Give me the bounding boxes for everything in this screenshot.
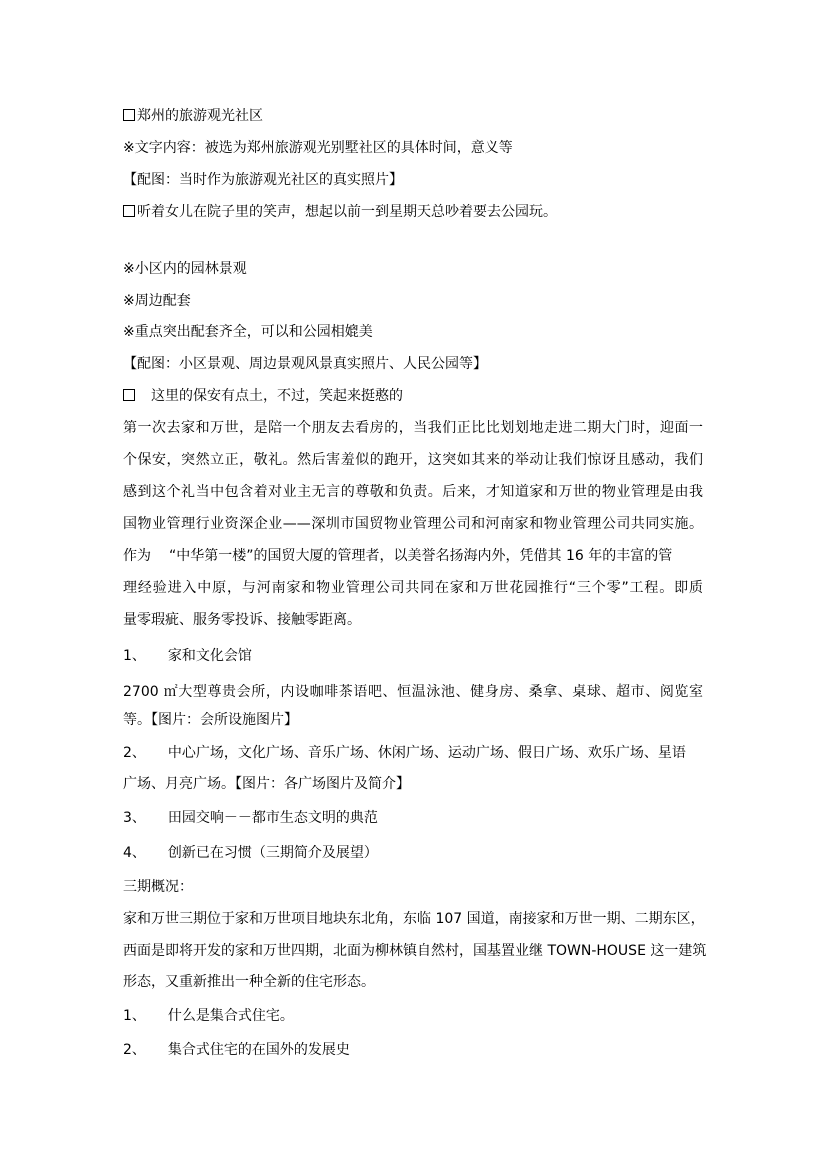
phase3-line: 形态，又重新推出一种全新的住宅形态。 (123, 974, 375, 990)
checkbox-icon (123, 389, 135, 401)
caption-photo: 【配图：当时作为旅游观光社区的真实照片】 (123, 172, 403, 188)
phase3-line: 西面是即将开发的家和万世四期，北面为柳林镇自然村，国基置业继 TOWN-HOUSE 这一建筑 (123, 943, 707, 959)
story-line: 作为 “中华第一楼”的国贸大厦的管理者，以美誉名扬海内外，凭借其 16 年的丰富的管 (123, 548, 673, 564)
note-garden: ※小区内的园林景观 (123, 261, 247, 277)
list-item: 1、 家和文化会馆 (123, 648, 252, 664)
story-line: 国物业管理行业资深企业——深圳市国贸物业管理公司和河南家和物业管理公司共同实施。 (123, 516, 703, 532)
checkbox-icon (123, 205, 135, 217)
item-detail-line: 2700 ㎡大型尊贵会所，内设咖啡茶语吧、恒温泳池、健身房、桑拿、桌球、超市、阅览室 (123, 684, 703, 700)
list-item: 3、 田园交响－－都市生态文明的典范 (123, 810, 378, 826)
story-line: 感到这个礼当中包含着对业主无言的尊敬和负责。后来，才知道家和万世的物业管理是由我 (123, 484, 703, 500)
paragraph-daughter: 听着女儿在院子里的笑声，想起以前一到星期天总吵着要去公园玩。 (123, 202, 557, 222)
item-detail-line: 广场、月亮广场。【图片：各广场图片及简介】 (123, 776, 410, 792)
story-line: 量零瑕疵、服务零投诉、接触零距离。 (123, 612, 361, 628)
story-line: 理经验进入中原，与河南家和物业管理公司共同在家和万世花园推行“三个零”工程。即质 (123, 580, 703, 596)
list-item: 4、 创新已在习惯（三期简介及展望） (123, 845, 378, 861)
item-detail-line: 等。【图片：会所设施图片】 (123, 712, 298, 728)
section-heading-tourist-community: 郑州的旅游观光社区 (123, 106, 263, 126)
list-item: 2、 集合式住宅的在国外的发展史 (123, 1042, 350, 1058)
phase3-line: 家和万世三期位于家和万世项目地块东北角，东临 107 国道，南接家和万世一期、二期东区， (123, 911, 705, 927)
story-line: 第一次去家和万世，是陪一个朋友去看房的，当我们正比比划划地走进二期大门时，迎面一 (123, 420, 703, 436)
paragraph-security: 这里的保安有点土，不过，笑起来挺憨的 (123, 386, 403, 406)
note-surroundings: ※周边配套 (123, 293, 191, 309)
caption-landscape: 【配图：小区景观、周边景观风景真实照片、人民公园等】 (123, 356, 487, 372)
checkbox-icon (123, 109, 135, 121)
phase3-heading: 三期概况： (123, 879, 193, 895)
note-facilities: ※重点突出配套齐全，可以和公园相媲美 (123, 324, 373, 340)
list-item: 2、 中心广场，文化广场、音乐广场、休闲广场、运动广场、假日广场、欢乐广场、星语 (123, 745, 686, 761)
list-item: 1、 什么是集合式住宅。 (123, 1008, 294, 1024)
note-text-content: ※文字内容：被选为郑州旅游观光别墅社区的具体时间，意义等 (123, 140, 513, 156)
story-line: 个保安，突然立正，敬礼。然后害羞似的跑开，这突如其来的举动让我们惊讶且感动，我们 (123, 452, 703, 468)
